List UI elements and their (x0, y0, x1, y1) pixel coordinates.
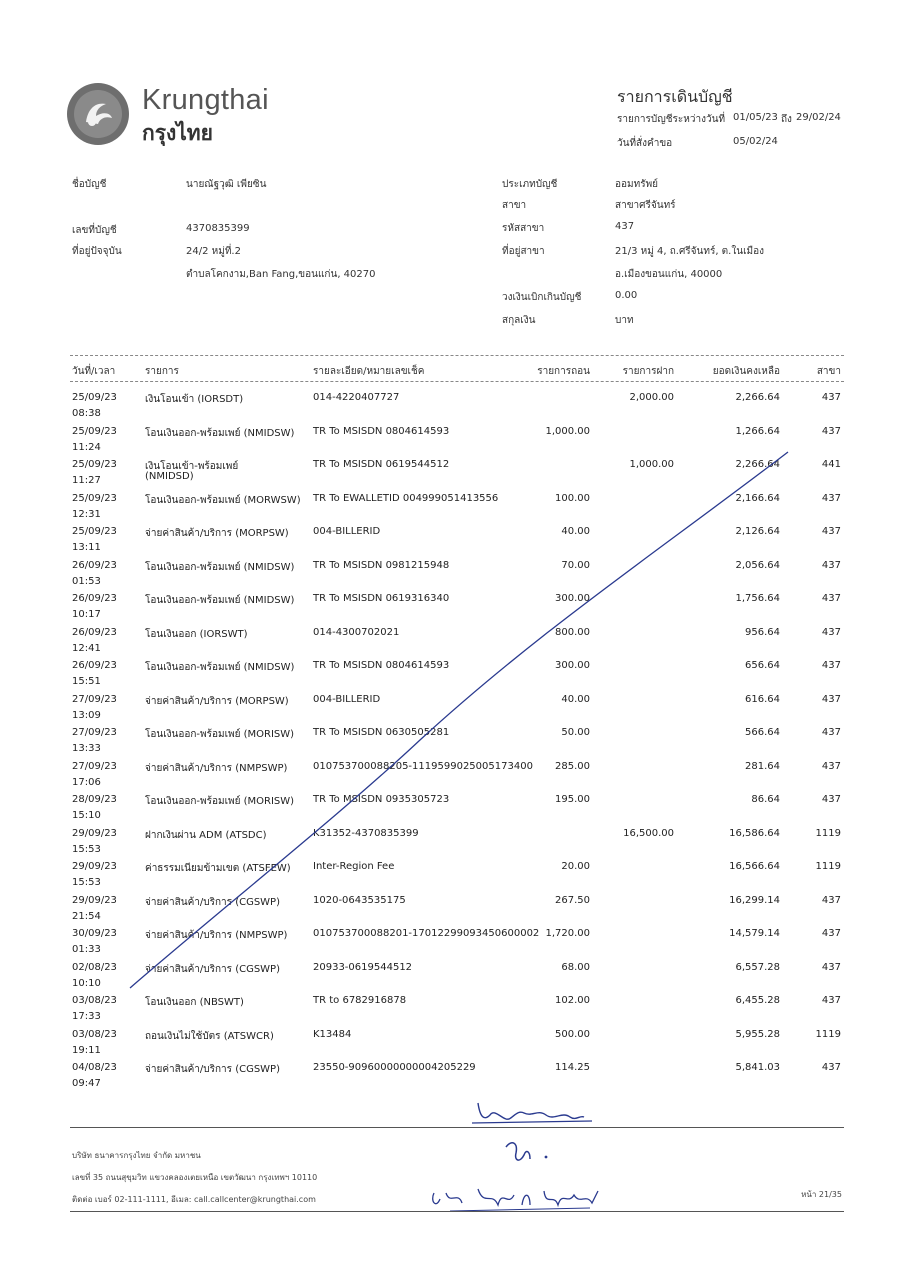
row-balance: 2,126.64 (735, 526, 780, 537)
footer-address: เลขที่ 35 ถนนสุขุมวิท แขวงคลองเตยเหนือ เขตวัฒนา กรุงเทพฯ 10110 (72, 1173, 318, 1182)
row-detail: TR To MSISDN 0630505281 (313, 727, 450, 738)
row-detail: TR To MSISDN 0935305723 (313, 794, 450, 805)
row-detail: 010753700088205-1119599025005173400 (313, 760, 533, 772)
row-detail: 004-BILLERID (313, 693, 381, 705)
row-time: 15:10 (72, 810, 101, 821)
address-line2: ตำบลโคกงาม,Ban Fang,ขอนแก่น, 40270 (186, 269, 376, 280)
row-detail: TR To MSISDN 0804614593 (313, 660, 450, 671)
brand-name-th: กรุงไทย (142, 121, 213, 145)
row-date: 28/09/23 (72, 794, 117, 805)
row-detail: K31352-4370835399 (313, 827, 419, 839)
document-title: รายการเดินบัญชี (617, 87, 733, 106)
row-detail: TR to 6782916878 (313, 995, 407, 1006)
row-time: 17:33 (72, 1011, 101, 1022)
brand-name-en: Krungthai (142, 84, 269, 116)
row-date: 29/09/23 (72, 894, 117, 906)
row-description: โอนเงินออก-พร้อมเพย์ (MORWSW) (145, 494, 301, 506)
row-time: 11:24 (72, 441, 101, 453)
row-detail: TR To EWALLETID 004999051413556 (313, 492, 499, 504)
branch-address-line1: 21/3 หมู่ 4, ถ.ศรีจันทร์, ต.ในเมือง (615, 246, 764, 257)
branch-label: สาขา (502, 200, 527, 211)
row-withdraw: 300.00 (555, 660, 590, 671)
row-date: 26/09/23 (72, 660, 117, 671)
row-description: โอนเงินออก-พร้อมเพย์ (MORISW) (145, 796, 295, 807)
row-description: จ่ายค่าสินค้า/บริการ (NMPSWP) (145, 930, 288, 941)
row-branch: 1119 (815, 1028, 841, 1040)
row-withdraw: 70.00 (561, 559, 590, 571)
row-description: โอนเงินออก-พร้อมเพย์ (NMIDSW) (145, 561, 295, 573)
request-date-label: วันที่สั่งคำขอ (617, 138, 673, 149)
row-balance: 16,586.64 (729, 827, 780, 839)
row-withdraw: 195.00 (555, 794, 590, 805)
address-line1: 24/2 หมู่ที่.2 (186, 246, 241, 257)
row-time: 19:11 (72, 1044, 101, 1056)
row-time: 13:09 (72, 709, 101, 721)
row-branch: 437 (821, 626, 841, 638)
row-branch: 437 (821, 526, 841, 537)
row-description: ถอนเงินไม่ใช้บัตร (ATSWCR) (145, 1030, 274, 1042)
row-description: เงินโอนเข้า (IORSDT) (145, 394, 244, 405)
row-date: 25/09/23 (72, 459, 117, 470)
row-time: 15:53 (72, 843, 101, 855)
row-balance: 281.64 (745, 760, 780, 772)
row-detail: TR To MSISDN 0804614593 (313, 425, 450, 437)
row-time: 17:06 (72, 776, 101, 788)
row-branch: 437 (821, 660, 841, 671)
row-balance: 2,166.64 (735, 492, 780, 504)
overdraft-label: วงเงินเบิกเกินบัญชี (502, 292, 582, 303)
row-date: 03/08/23 (72, 995, 117, 1006)
row-time: 12:31 (72, 508, 101, 520)
branch-address-label: ที่อยู่สาขา (502, 246, 545, 257)
row-time: 01:53 (72, 575, 101, 587)
row-time: 15:53 (72, 877, 101, 888)
row-date: 25/09/23 (72, 526, 117, 537)
row-time: 12:41 (72, 642, 101, 654)
row-detail: 1020-0643535175 (313, 894, 406, 906)
table-header-rule (70, 381, 844, 382)
row-withdraw: 285.00 (555, 760, 590, 772)
row-description: ฝากเงินผ่าน ADM (ATSDC) (145, 829, 267, 841)
row-time: 08:38 (72, 408, 101, 419)
row-branch: 437 (821, 1062, 841, 1073)
row-description: จ่ายค่าสินค้า/บริการ (CGSWP) (145, 896, 280, 908)
row-detail: 010753700088201-17012299093450600002 (313, 928, 540, 939)
col-header-description: รายการ (145, 366, 179, 377)
footer-company: บริษัท ธนาคารกรุงไทย จำกัด มหาชน (72, 1151, 201, 1160)
row-balance: 6,557.28 (735, 961, 780, 973)
currency-value: บาท (615, 315, 634, 326)
row-withdraw: 1,720.00 (545, 928, 590, 939)
row-balance: 5,841.03 (735, 1062, 780, 1073)
row-balance: 2,056.64 (735, 559, 780, 571)
row-date: 25/09/23 (72, 425, 117, 437)
row-deposit: 1,000.00 (629, 459, 674, 470)
row-branch: 437 (821, 961, 841, 973)
row-date: 27/09/23 (72, 693, 117, 705)
row-withdraw: 68.00 (561, 961, 590, 973)
row-time: 10:17 (72, 609, 101, 620)
account-number-label: เลขที่บัญชี (72, 225, 117, 236)
branch-name: สาขาศรีจันทร์ (615, 200, 676, 211)
row-branch: 437 (821, 794, 841, 805)
row-balance: 1,266.64 (735, 425, 780, 437)
row-withdraw: 1,000.00 (545, 425, 590, 437)
row-date: 26/09/23 (72, 626, 117, 638)
row-date: 29/09/23 (72, 827, 117, 839)
row-time: 13:11 (72, 542, 101, 553)
row-balance: 6,455.28 (735, 995, 780, 1006)
row-detail: Inter-Region Fee (313, 861, 395, 872)
row-balance: 2,266.64 (735, 459, 780, 470)
row-date: 25/09/23 (72, 492, 117, 504)
row-detail: TR To MSISDN 0619544512 (313, 459, 450, 470)
row-balance: 16,299.14 (729, 894, 780, 906)
row-branch: 437 (821, 894, 841, 906)
row-detail: TR To MSISDN 0981215948 (313, 559, 450, 571)
table-top-rule (70, 355, 844, 356)
row-detail: 20933-0619544512 (313, 961, 413, 973)
row-balance: 5,955.28 (735, 1028, 780, 1040)
branch-address-line2: อ.เมืองขอนแก่น, 40000 (615, 269, 723, 280)
period-from: 01/05/23 (733, 112, 778, 123)
account-type-label: ประเภทบัญชี (502, 179, 558, 190)
col-header-detail: รายละเอียด/หมายเลขเช็ค (313, 366, 425, 377)
row-balance: 616.64 (745, 693, 780, 705)
row-description: เงินโอนเข้า-พร้อมเพย์ (145, 461, 239, 472)
row-time: 10:10 (72, 977, 101, 989)
col-header-withdraw: รายการถอน (537, 366, 590, 377)
row-description: จ่ายค่าสินค้า/บริการ (MORPSW) (145, 528, 289, 539)
row-description: โอนเงินออก (NBSWT) (145, 997, 244, 1008)
row-withdraw: 500.00 (555, 1028, 590, 1040)
row-time: 15:51 (72, 676, 101, 687)
krungthai-logo-icon (66, 82, 130, 146)
row-balance: 956.64 (745, 626, 780, 638)
row-withdraw: 50.00 (561, 727, 590, 738)
overdraft-value: 0.00 (615, 290, 638, 301)
row-branch: 441 (821, 459, 841, 470)
account-name: นายณัฐวุฒิ เพียซิน (186, 179, 267, 190)
row-balance: 16,566.64 (729, 861, 780, 872)
row-time: 01:33 (72, 944, 101, 955)
row-withdraw: 20.00 (561, 861, 590, 872)
row-description-cont: (NMIDSD) (145, 471, 194, 482)
row-detail: K13484 (313, 1028, 352, 1040)
period-to-label: ถึง (781, 114, 792, 125)
row-description: จ่ายค่าสินค้า/บริการ (MORPSW) (145, 695, 289, 707)
row-withdraw: 800.00 (555, 626, 590, 638)
row-branch: 437 (821, 760, 841, 772)
row-withdraw: 40.00 (561, 526, 590, 537)
row-description: จ่ายค่าสินค้า/บริการ (CGSWP) (145, 1064, 280, 1075)
handwritten-strike-line (120, 440, 800, 1000)
row-description: ค่าธรรมเนียมข้ามเขต (ATSFEW) (145, 863, 291, 874)
col-header-deposit: รายการฝาก (622, 366, 674, 377)
row-description: จ่ายค่าสินค้า/บริการ (NMPSWP) (145, 762, 288, 774)
row-branch: 437 (821, 559, 841, 571)
row-withdraw: 102.00 (555, 995, 590, 1006)
col-header-branch: สาขา (816, 366, 841, 377)
period-to: 29/02/24 (796, 112, 841, 123)
row-balance: 86.64 (751, 794, 780, 805)
row-date: 27/09/23 (72, 727, 117, 738)
row-detail: TR To MSISDN 0619316340 (313, 593, 450, 604)
branch-code: 437 (615, 221, 635, 232)
row-detail: 014-4300702021 (313, 626, 400, 638)
row-date: 03/08/23 (72, 1028, 117, 1040)
row-withdraw: 40.00 (561, 693, 590, 705)
handwritten-signature (420, 1095, 620, 1215)
row-detail: 004-BILLERID (313, 526, 381, 537)
row-detail: 23550-90960000000004205229 (313, 1062, 476, 1073)
footer-bottom-rule (70, 1211, 844, 1212)
row-withdraw: 114.25 (555, 1062, 590, 1073)
footer-contact: ติดต่อ เบอร์ 02-111-1111, อีเมล: call.callcenter@krungthai.com (72, 1195, 316, 1204)
row-balance: 1,756.64 (735, 593, 780, 604)
address-label: ที่อยู่ปัจจุบัน (72, 246, 122, 257)
period-label: รายการบัญชีระหว่างวันที่ (617, 114, 726, 125)
row-branch: 437 (821, 995, 841, 1006)
row-branch: 1119 (815, 861, 841, 872)
row-description: โอนเงินออก-พร้อมเพย์ (NMIDSW) (145, 427, 295, 439)
row-balance: 566.64 (745, 727, 780, 738)
col-header-date: วันที่/เวลา (72, 366, 116, 377)
row-balance: 14,579.14 (729, 928, 780, 939)
row-balance: 656.64 (745, 660, 780, 671)
row-branch: 1119 (815, 827, 841, 839)
row-date: 29/09/23 (72, 861, 117, 872)
row-time: 09:47 (72, 1078, 101, 1089)
row-branch: 437 (821, 492, 841, 504)
row-withdraw: 267.50 (555, 894, 590, 906)
row-branch: 437 (821, 392, 841, 403)
row-description: โอนเงินออก-พร้อมเพย์ (NMIDSW) (145, 595, 295, 606)
row-time: 13:33 (72, 743, 101, 754)
account-type: ออมทรัพย์ (615, 179, 659, 190)
row-deposit: 16,500.00 (623, 827, 674, 839)
row-detail: 014-4220407727 (313, 392, 400, 403)
row-date: 30/09/23 (72, 928, 117, 939)
row-time: 21:54 (72, 910, 101, 922)
row-deposit: 2,000.00 (629, 392, 674, 403)
currency-label: สกุลเงิน (502, 315, 536, 326)
account-name-label: ชื่อบัญชี (72, 179, 107, 190)
row-time: 11:27 (72, 475, 101, 486)
branch-code-label: รหัสสาขา (502, 223, 545, 234)
row-date: 26/09/23 (72, 593, 117, 604)
row-branch: 437 (821, 693, 841, 705)
row-date: 02/08/23 (72, 961, 117, 973)
row-description: โอนเงินออก-พร้อมเพย์ (NMIDSW) (145, 662, 295, 673)
row-description: โอนเงินออก-พร้อมเพย์ (MORISW) (145, 729, 295, 740)
row-withdraw: 100.00 (555, 492, 590, 504)
footer-page-number: หน้า 21/35 (801, 1190, 842, 1199)
row-branch: 437 (821, 425, 841, 437)
row-branch: 437 (821, 727, 841, 738)
row-balance: 2,266.64 (735, 392, 780, 403)
row-date: 25/09/23 (72, 392, 117, 403)
row-date: 04/08/23 (72, 1062, 117, 1073)
account-number: 4370835399 (186, 223, 250, 234)
row-branch: 437 (821, 593, 841, 604)
row-date: 27/09/23 (72, 760, 117, 772)
row-date: 26/09/23 (72, 559, 117, 571)
row-description: โอนเงินออก (IORSWT) (145, 628, 248, 640)
col-header-balance: ยอดเงินคงเหลือ (712, 366, 780, 377)
request-date: 05/02/24 (733, 136, 778, 147)
row-branch: 437 (821, 928, 841, 939)
footer-top-rule (70, 1127, 844, 1128)
row-withdraw: 300.00 (555, 593, 590, 604)
row-description: จ่ายค่าสินค้า/บริการ (CGSWP) (145, 963, 280, 975)
